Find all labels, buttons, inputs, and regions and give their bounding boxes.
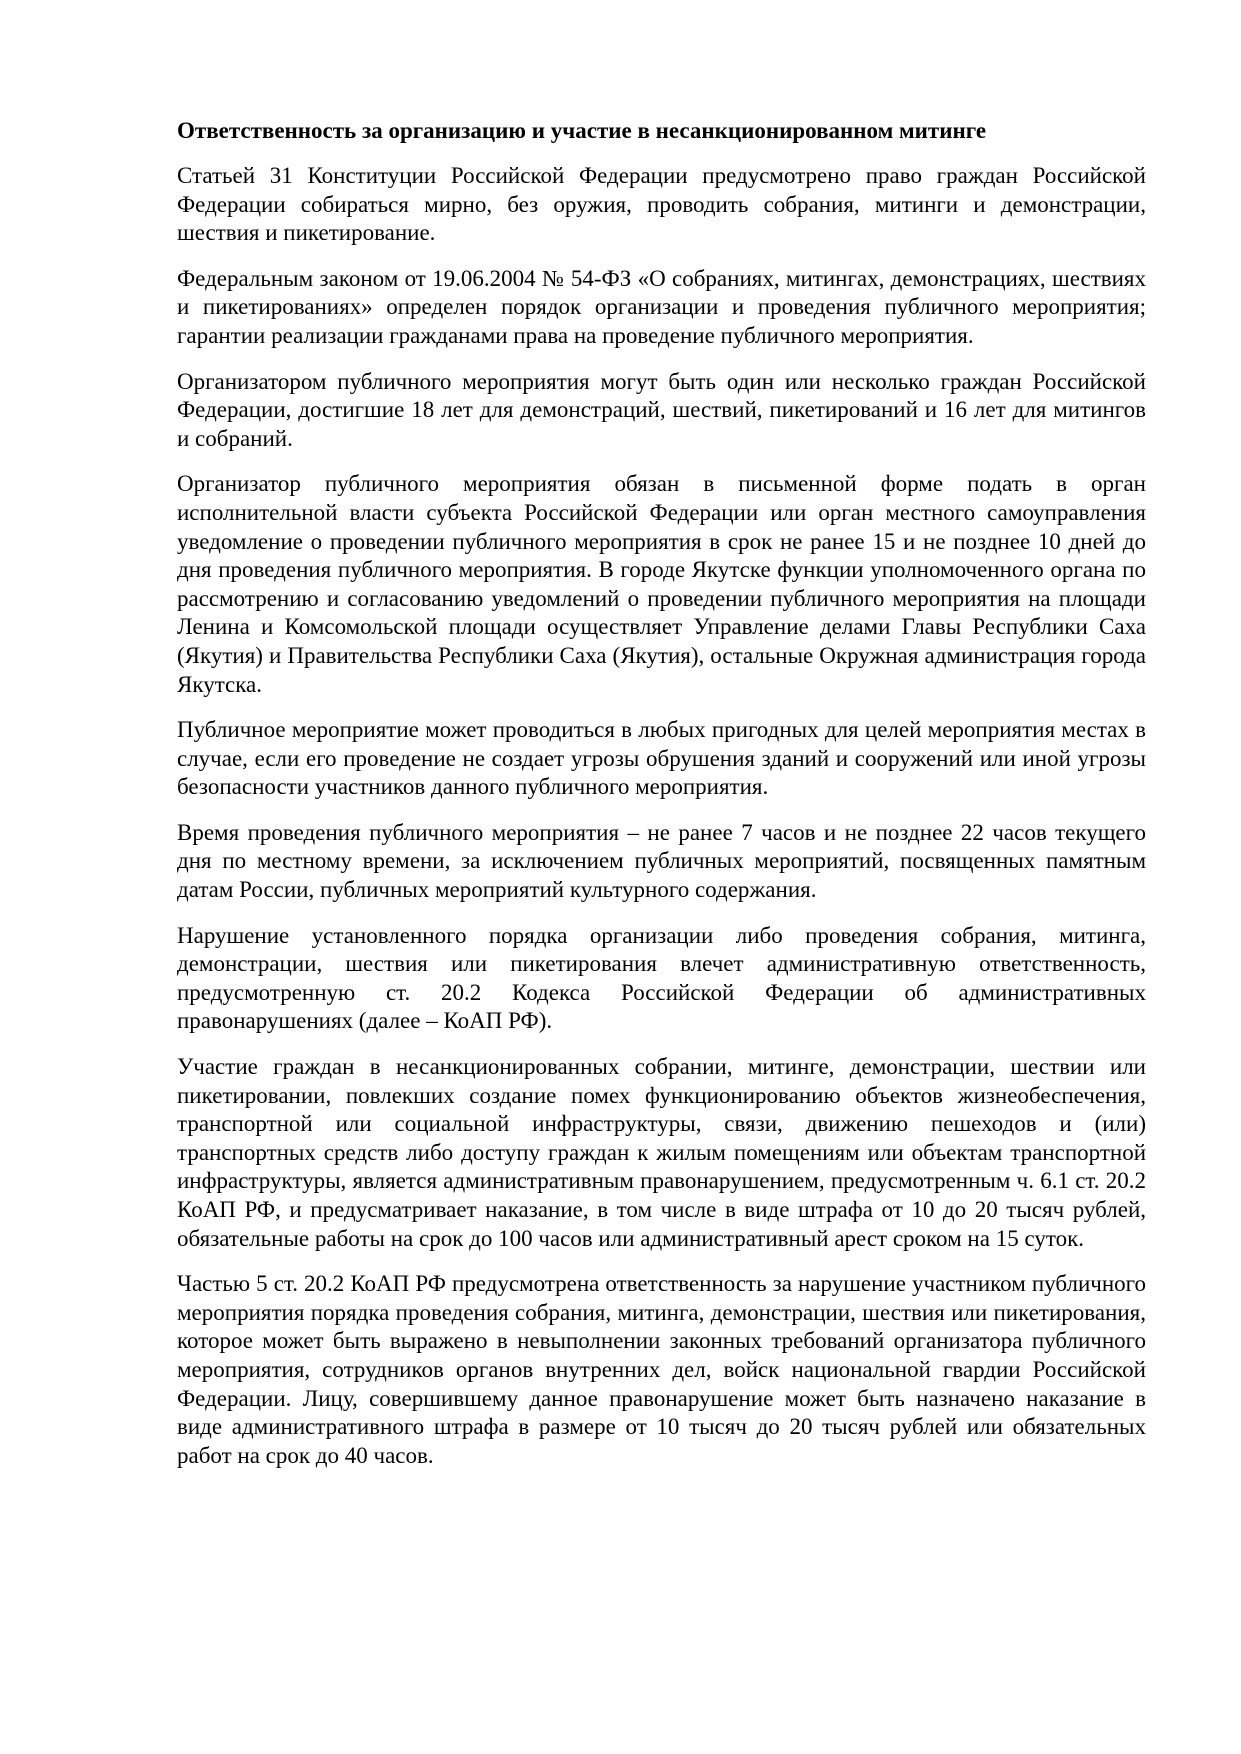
paragraph-3: Организатором публичного мероприятия могут быть один или несколько граждан Российской Федерации, достигшие 18 лет для демонстраций, шествий, пикетирований и 16 лет для митингов и собраний. [177, 368, 1146, 451]
paragraph-7: Нарушение установленного порядка организации либо проведения собрания, митинга, демонстрации, шествия или пикетирования влечет административную ответственность, предусмотренную ст. 20.2 Кодекса Российской Федерации об административных правонарушениях (далее – КоАП РФ). [177, 922, 1146, 1034]
paragraph-5: Публичное мероприятие может проводиться в любых пригодных для целей мероприятия местах в случае, если его проведение не создает угрозы обрушения зданий и сооружений или иной угрозы безопасности участников данного публичного мероприятия. [177, 717, 1146, 800]
paragraph-2: Федеральным законом от 19.06.2004 № 54-ФЗ «О собраниях, митингах, демонстрациях, шествиях и пикетированиях» определен порядок организации и проведения публичного мероприятия; гарантии реализации гражданами права на проведение публичного мероприятия. [177, 265, 1146, 348]
paragraph-8: Участие граждан в несанкционированных собрании, митинге, демонстрации, шествии или пикетировании, повлекших создание помех функционированию объектов жизнеобеспечения, транспортной или социальной инфраструктуры, связи, движению пешеходов и (или) транспортных средств либо доступу граждан к жилым помещениям или объектам транспортной инфраструктуры, является административным правонарушением, предусмотренным ч. 6.1 ст. 20.2 КоАП РФ, и предусматривает наказание, в том числе в виде штрафа от 10 до 20 тысяч рублей, обязательные работы на срок до 100 часов или административный арест сроком на 15 суток. [177, 1054, 1146, 1251]
paragraph-4: Организатор публичного мероприятия обязан в письменной форме подать в орган исполнительной власти субъекта Российской Федерации или орган местного самоуправления уведомление о проведении публичного мероприятия в срок не ранее 15 и не позднее 10 дней до дня проведения публичного мероприятия. В городе Якутске функции уполномоченного органа по рассмотрению и согласованию уведомлений о проведении публичного мероприятия на площади Ленина и Комсомольской площади осуществляет Управление делами Главы Республики Саха (Якутия) и Правительства Республики Саха (Якутия), остальные Окружная администрация города Якутска. [177, 471, 1146, 697]
document-body [177, 117, 1146, 1487]
paragraph-9: Частью 5 ст. 20.2 КоАП РФ предусмотрена ответственность за нарушение участником публичного мероприятия порядка проведения собрания, митинга, демонстрации, шествия или пикетирования, которое может быть выражено в невыполнении законных требований организатора публичного мероприятия, сотрудников органов внутренних дел, войск национальной гвардии Российской Федерации. Лицу, совершившему данное правонарушение может быть назначено наказание в виде административного штрафа в размере от 10 тысяч до 20 тысяч рублей или обязательных работ на срок до 40 часов. [177, 1271, 1146, 1468]
document-title: Ответственность за организацию и участие в несанкционированном митинге [177, 118, 987, 143]
paragraph-6: Время проведения публичного мероприятия – не ранее 7 часов и не позднее 22 часов текущего дня по местному времени, за исключением публичных мероприятий, посвященных памятным датам России, публичных мероприятий культурного содержания. [177, 819, 1146, 903]
paragraph-1: Статьей 31 Конституции Российской Федерации предусмотрено право граждан Российской Федерации собираться мирно, без оружия, проводить собрания, митинги и демонстрации, шествия и пикетирование. [177, 163, 1146, 246]
